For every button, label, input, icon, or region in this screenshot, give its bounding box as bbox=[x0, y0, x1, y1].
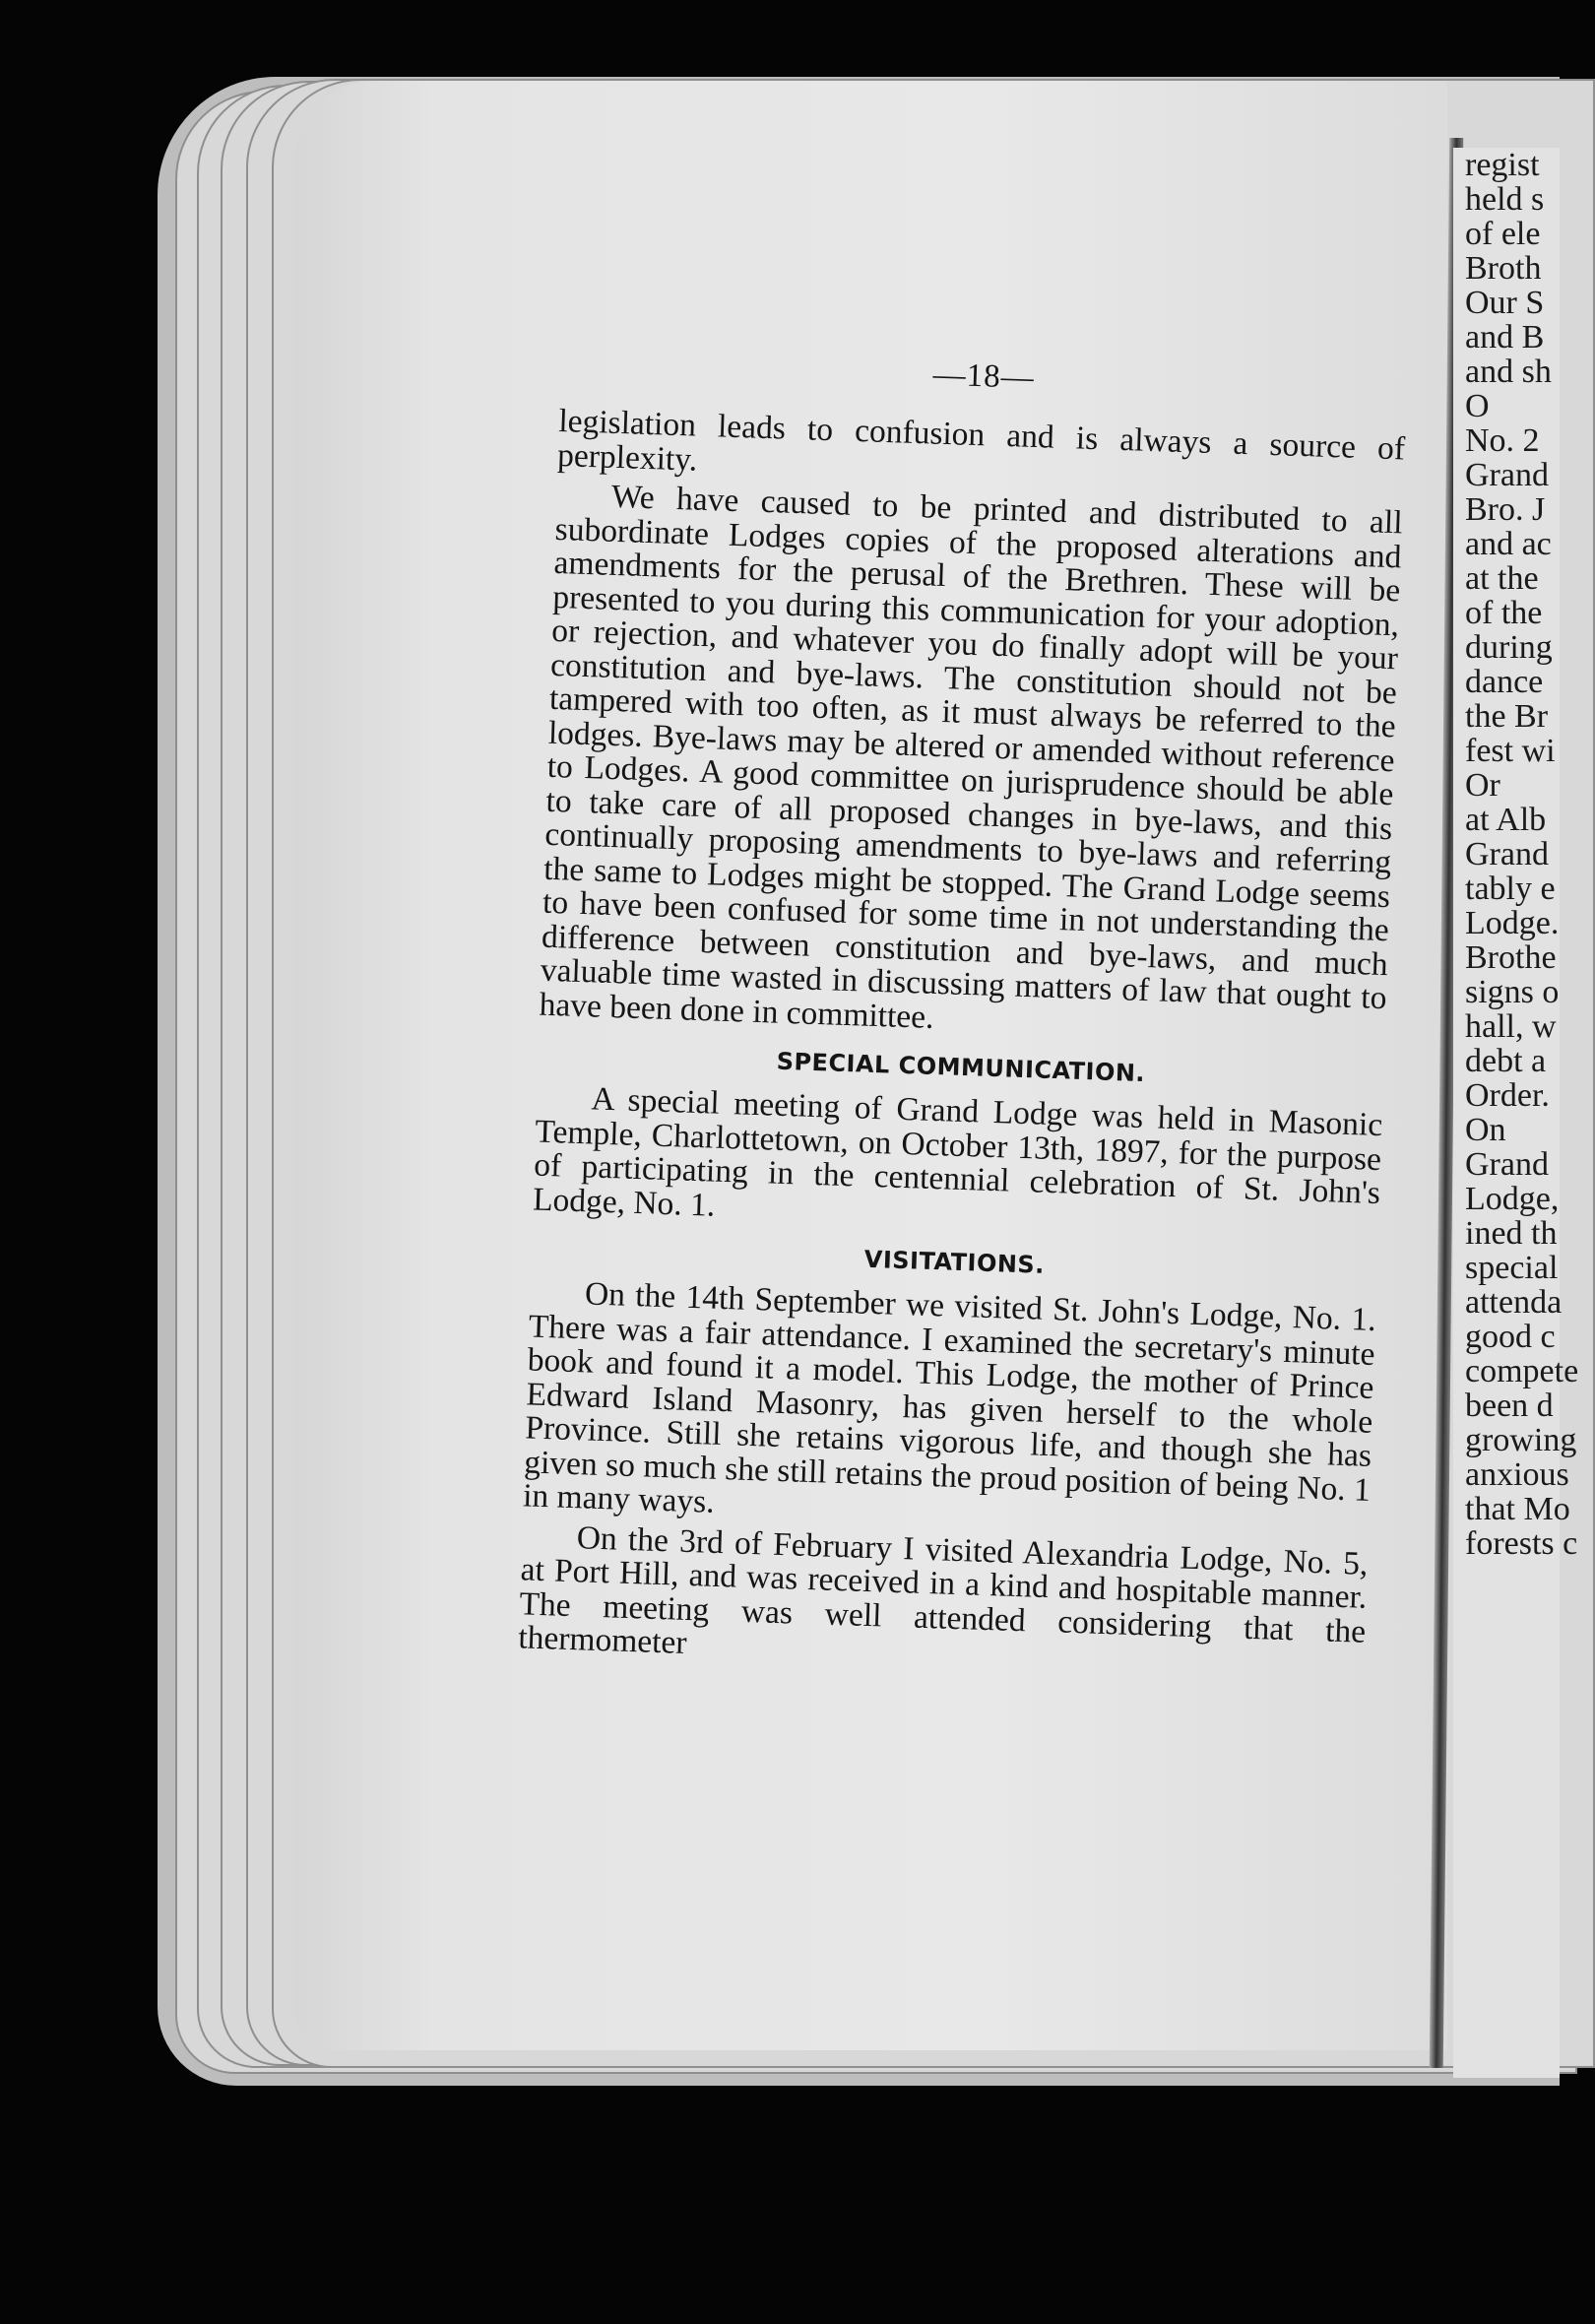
right-page-line: dance bbox=[1465, 664, 1544, 700]
right-page-line: Broth bbox=[1465, 250, 1542, 287]
right-page-line: compete bbox=[1465, 1353, 1579, 1389]
right-page-line: been d bbox=[1465, 1388, 1554, 1424]
right-page-line: debt a bbox=[1465, 1043, 1547, 1079]
right-page-line: Bro. J bbox=[1465, 491, 1546, 528]
paragraph: A special meeting of Grand Lodge was held in Masonic Temple, Charlottetown, on October 13th, 1897, for the purpose of participating in the centennial celebration of St. John's Lodge, No. 1. bbox=[532, 1080, 1383, 1224]
right-page-line: regist bbox=[1465, 147, 1540, 183]
page-content bbox=[518, 345, 1408, 1689]
right-page-line: tably e bbox=[1465, 871, 1556, 907]
right-page-line: Lodge, bbox=[1465, 1181, 1560, 1217]
right-page-line: O bbox=[1465, 388, 1490, 424]
right-page-line: No. 2 bbox=[1465, 422, 1540, 459]
right-page-line: of the bbox=[1465, 595, 1543, 631]
right-page-line: Order. bbox=[1465, 1077, 1550, 1114]
right-page-line: and B bbox=[1465, 319, 1545, 355]
right-page-line: fest wi bbox=[1465, 733, 1556, 769]
right-page-line: attenda bbox=[1465, 1284, 1563, 1321]
right-page-text bbox=[1453, 147, 1579, 1562]
right-page-line: the Br bbox=[1465, 698, 1549, 735]
paragraph: legislation leads to confusion and is always a source of perplexity. bbox=[556, 402, 1406, 479]
right-page-line: Or bbox=[1465, 767, 1500, 804]
right-page-line: Grand bbox=[1465, 836, 1549, 872]
right-page-line: anxious bbox=[1465, 1456, 1569, 1493]
right-page-line: Lodge. bbox=[1465, 905, 1560, 941]
section-heading: SPECIAL COMMUNICATION. bbox=[776, 1047, 1146, 1088]
right-page-line: good c bbox=[1465, 1319, 1556, 1355]
right-page-line: growing bbox=[1465, 1422, 1577, 1458]
right-page-line: Our S bbox=[1465, 285, 1545, 321]
paragraph: On the 3rd of February I visited Alexandria Lodge, No. 5, at Port Hill, and was received in a kind and hospitable manner. The meeting was well attended considering that the thermometer bbox=[517, 1518, 1370, 1661]
right-page-line: and sh bbox=[1465, 354, 1552, 390]
right-page-line: at Alb bbox=[1465, 802, 1547, 838]
paragraph: We have caused to be printed and distributed to all subordinate Lodges copies of the proposed alterations and amendments for the perusal of the Brethren. These will be presented to you during this communication for your adoption, or rejection, and whatever you do finally adopt will be your constitution and bye-laws. The constitution should not be tampered with too often, as it must always be referred to the lodges. Bye-laws may be altered or amended without reference to Lodges. A good committee on jurisprudence should be able to take care of all proposed changes in bye-laws, and this continually proposing amendments to bye-laws and referring the same to Lodges might be stopped. The Grand Lodge seems to have been confused for some time in not understanding the difference between constitution and bye-laws, and much valuable time wasted in discussing matters of law that ought to have been done in committee. bbox=[539, 478, 1404, 1036]
page-number: —18— bbox=[932, 356, 1036, 396]
right-page-line: held s bbox=[1465, 181, 1545, 218]
right-page-line: On bbox=[1465, 1112, 1506, 1148]
right-page-line: signs o bbox=[1465, 974, 1560, 1010]
right-page-line: Brothe bbox=[1465, 939, 1557, 976]
right-page-line: Grand bbox=[1465, 1146, 1549, 1183]
right-page-line: during bbox=[1465, 629, 1553, 666]
right-page-line: hall, w bbox=[1465, 1008, 1557, 1045]
right-page-line: special bbox=[1465, 1250, 1559, 1286]
right-page-line: that Mo bbox=[1465, 1491, 1570, 1527]
right-page-line: of ele bbox=[1465, 216, 1541, 252]
right-page-line: at the bbox=[1465, 560, 1539, 597]
right-page-line: and ac bbox=[1465, 526, 1552, 562]
right-page-line: Grand bbox=[1465, 457, 1549, 493]
section-heading: VISITATIONS. bbox=[863, 1245, 1046, 1279]
right-page bbox=[1453, 147, 1579, 2078]
paragraph: On the 14th September we visited St. John's Lodge, No. 1. There was a fair attendance. I examined the secretary's minute book and found it a model. This Lodge, the mother of Prince Edward Island Masonry, has given herself to the whole Province. Still she retains vigorous life, and though she has given so much she still retains the proud position of being No. 1 in many ways. bbox=[522, 1275, 1377, 1520]
right-page-line: ined th bbox=[1465, 1215, 1558, 1252]
right-page-line: forests c bbox=[1465, 1525, 1578, 1562]
